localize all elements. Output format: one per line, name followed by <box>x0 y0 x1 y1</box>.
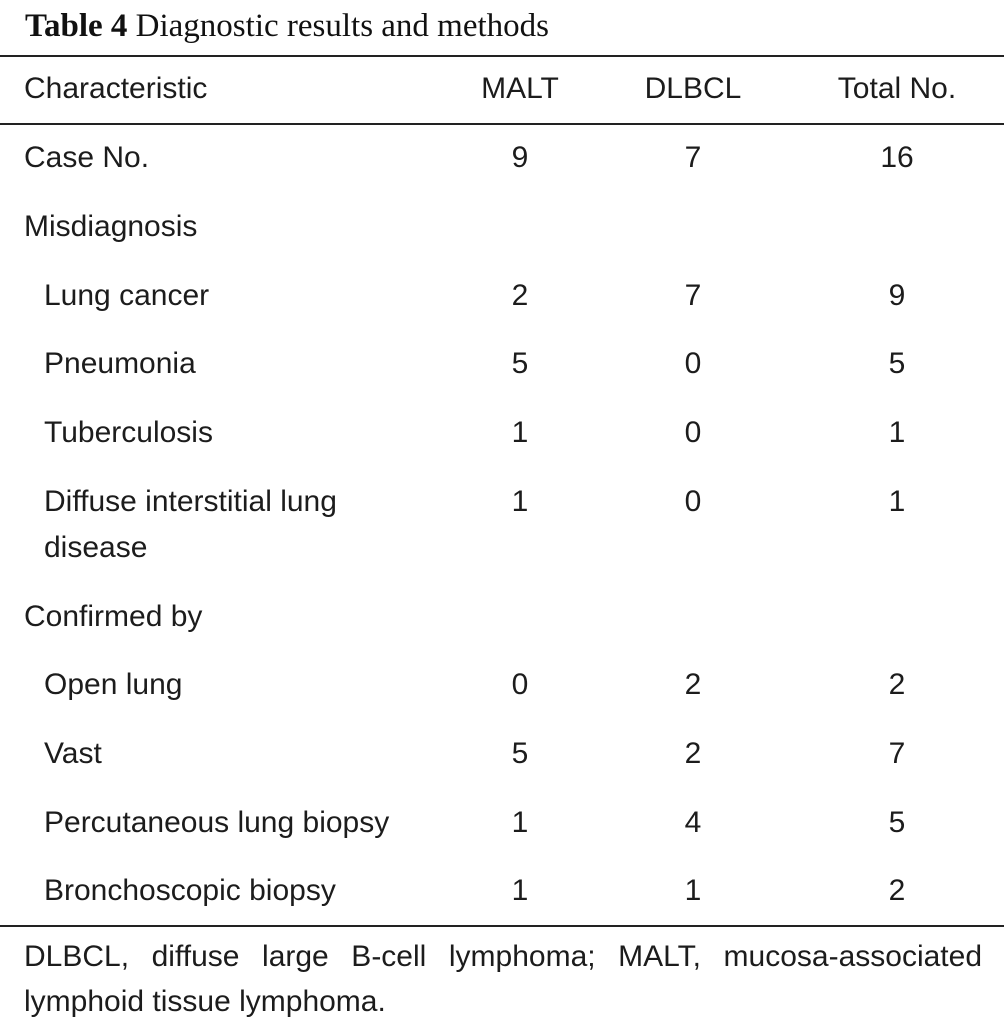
row-label-diffuse-interstitial-lung-disease: Diffuse interstitial lung disease <box>44 485 337 564</box>
cell-total: 9 <box>888 279 906 312</box>
header-dlbcl: DLBCL <box>644 72 742 105</box>
table-label: Table 4 <box>25 8 128 44</box>
cell-dlbcl: 2 <box>684 668 702 701</box>
table-caption: Diagnostic results and methods <box>135 8 550 44</box>
cell-malt: 5 <box>511 737 529 770</box>
cell-malt: 1 <box>511 485 529 518</box>
bottom-rule <box>0 925 1004 927</box>
cell-dlbcl: 2 <box>684 737 702 770</box>
header-characteristic: Characteristic <box>24 72 208 105</box>
row-label-bronchoscopic-biopsy: Bronchoscopic biopsy <box>44 874 336 907</box>
cell-dlbcl: 0 <box>684 416 702 449</box>
cell-dlbcl: 7 <box>684 279 702 312</box>
cell-total: 7 <box>888 737 906 770</box>
row-label-tuberculosis: Tuberculosis <box>44 416 213 449</box>
cell-malt: 1 <box>511 874 529 907</box>
section-misdiagnosis: Misdiagnosis <box>24 210 198 243</box>
header-total: Total No. <box>837 72 957 105</box>
header-malt: MALT <box>481 72 559 105</box>
cell-dlbcl: 0 <box>684 347 702 380</box>
table-title <box>25 8 549 45</box>
cell-total: 1 <box>888 416 906 449</box>
cell-malt: 5 <box>511 347 529 380</box>
cell-dlbcl: 7 <box>684 141 702 174</box>
row-label-open-lung: Open lung <box>44 668 183 701</box>
row-label-case-no: Case No. <box>24 141 150 174</box>
row-label-percutaneous-lung-biopsy: Percutaneous lung biopsy <box>44 806 390 839</box>
cell-total: 5 <box>888 806 906 839</box>
cell-total: 16 <box>880 141 914 174</box>
cell-malt: 0 <box>511 668 529 701</box>
top-rule <box>0 55 1004 57</box>
cell-malt: 1 <box>511 806 529 839</box>
cell-dlbcl: 1 <box>684 874 702 907</box>
row-label-vast: Vast <box>44 737 102 770</box>
section-confirmed-by: Confirmed by <box>24 600 203 633</box>
header-rule <box>0 123 1004 125</box>
row-label-lung-cancer: Lung cancer <box>44 279 210 312</box>
cell-dlbcl: 4 <box>684 806 702 839</box>
cell-malt: 1 <box>511 416 529 449</box>
cell-total: 1 <box>888 485 906 518</box>
cell-total: 2 <box>888 668 906 701</box>
cell-total: 2 <box>888 874 906 907</box>
table-footnote: DLBCL, diffuse large B-cell lymphoma; MALT, mucosa-associated lymphoid tissue lymphoma. <box>24 940 982 1018</box>
cell-dlbcl: 0 <box>684 485 702 518</box>
cell-malt: 9 <box>511 141 529 174</box>
cell-malt: 2 <box>511 279 529 312</box>
cell-total: 5 <box>888 347 906 380</box>
row-label-pneumonia: Pneumonia <box>44 347 196 380</box>
